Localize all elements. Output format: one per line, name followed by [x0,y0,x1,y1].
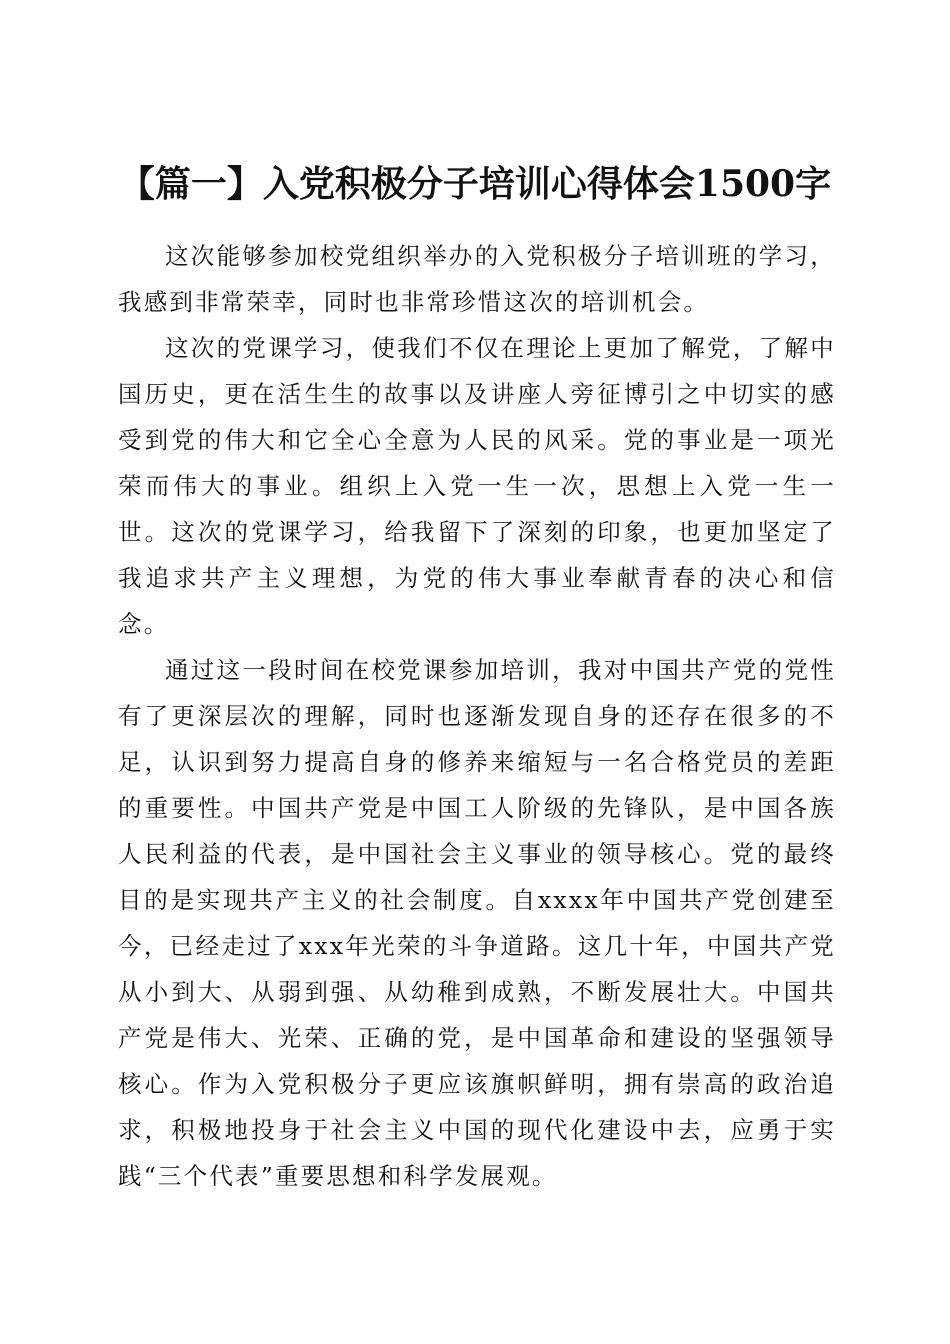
document-body [118,233,836,1199]
document-title: 【篇一】入党积极分子培训心得体会1500字 [118,163,832,206]
paragraph-1: 这次能够参加校党组织举办的入党积极分子培训班的学习，我感到非常荣幸，同时也非常珍惜这次的培训机会。 [118,242,836,316]
paragraph-2: 这次的党课学习，使我们不仅在理论上更加了解党，了解中国历史，更在活生生的故事以及讲座人旁征博引之中切实的感受到党的伟大和它全心全意为人民的风采。党的事业是一项光荣而伟大的事业。组织上入党一生一次，思想上入党一生一世。这次的党课学习，给我留下了深刻的印象，也更加坚定了我追求共产主义理想，为党的伟大事业奉献青春的决心和信念。 [118,334,836,638]
paragraph-3: 通过这一段时间在校党课参加培训，我对中国共产党的党性有了更深层次的理解，同时也逐渐发现自身的还存在很多的不足，认识到努力提高自身的修养来缩短与一名合格党员的差距的重要性。中国共产党是中国工人阶级的先锋队，是中国各族人民利益的代表，是中国社会主义事业的领导核心。党的最终目的是实现共产主义的社会制度。自xxxx年中国共产党创建至今，已经走过了xxx年光荣的斗争道路。这几十年，中国共产党从小到大、从弱到强、从幼稚到成熟，不断发展壮大。中国共产党是伟大、光荣、正确的党，是中国革命和建设的坚强领导核心。作为入党积极分子更应该旗帜鲜明，拥有崇高的政治追求，积极地投身于社会主义中国的现代化建设中去，应勇于实践“三个代表”重要思想和科学发展观。 [118,656,836,1190]
